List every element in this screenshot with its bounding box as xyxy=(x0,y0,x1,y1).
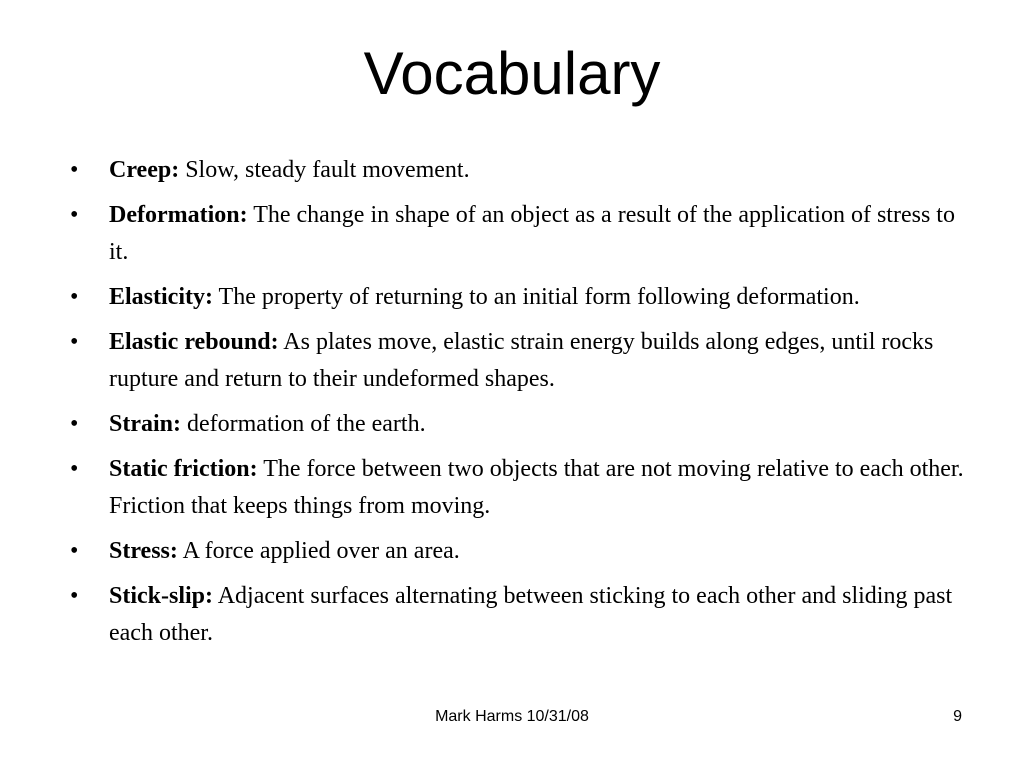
vocabulary-item-elastic-rebound xyxy=(70,324,980,398)
vocabulary-item-creep xyxy=(70,152,980,189)
bullet-icon: • xyxy=(70,157,79,183)
vocabulary-item-deformation xyxy=(70,197,980,271)
bullet-icon: • xyxy=(70,538,79,564)
bullet-icon: • xyxy=(70,329,79,355)
definition: The property of returning to an initial form following deformation. xyxy=(212,284,860,310)
slide-title: Vocabulary xyxy=(363,40,661,107)
vocabulary-item-static-friction xyxy=(70,451,980,525)
bullet-icon: • xyxy=(70,456,79,482)
bullet-icon: • xyxy=(70,411,79,437)
definition: As plates move, elastic strain energy builds along edges, until rocks rupture and return to their undeformed shapes. xyxy=(109,329,934,392)
term: Stress: xyxy=(109,538,178,564)
vocabulary-list xyxy=(70,152,980,660)
page-number: 9 xyxy=(953,708,962,725)
term: Elastic rebound: xyxy=(109,329,279,355)
term: Creep: xyxy=(109,157,180,183)
bullet-icon: • xyxy=(70,583,79,609)
footer-author-date: Mark Harms 10/31/08 xyxy=(435,708,589,725)
vocabulary-item-strain xyxy=(70,406,980,443)
term: Elasticity: xyxy=(109,284,213,310)
definition: Adjacent surfaces alternating between sticking to each other and sliding past each other. xyxy=(109,583,953,646)
vocabulary-item-stick-slip xyxy=(70,578,980,652)
bullet-icon: • xyxy=(70,202,79,228)
term: Static friction: xyxy=(109,456,258,482)
bullet-icon: • xyxy=(70,284,79,310)
term: Strain: xyxy=(109,411,181,437)
term: Stick-slip: xyxy=(109,583,214,609)
definition: deformation of the earth. xyxy=(181,411,426,437)
definition: The change in shape of an object as a result of the application of stress to it. xyxy=(109,202,955,265)
term: Deformation: xyxy=(109,202,248,228)
vocabulary-item-elasticity xyxy=(70,279,980,316)
definition: A force applied over an area. xyxy=(177,538,460,564)
definition: Slow, steady fault movement. xyxy=(179,157,470,183)
vocabulary-item-stress xyxy=(70,533,980,570)
definition: The force between two objects that are not moving relative to each other. Friction that keeps things from moving. xyxy=(109,456,964,519)
